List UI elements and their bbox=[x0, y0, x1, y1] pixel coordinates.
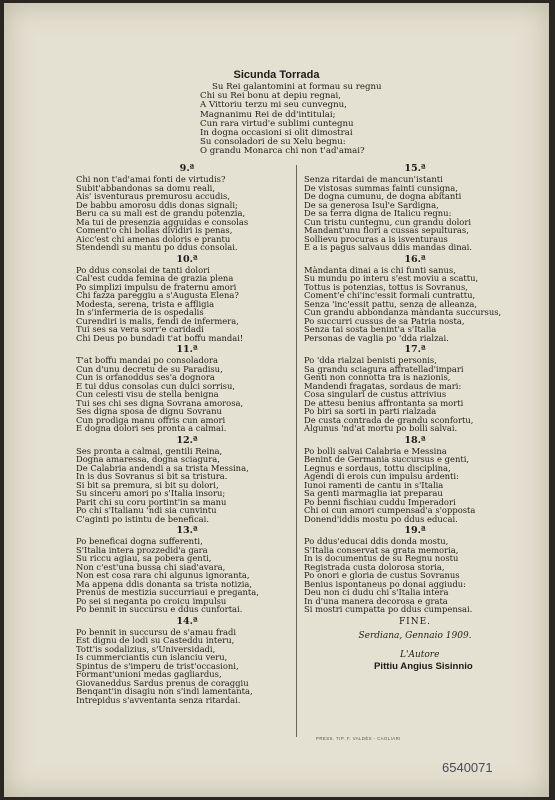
verse-line: Su riccu agiau, sa pobera genti, bbox=[76, 553, 212, 563]
verse-line: Po ddus consolai de tanti dolori bbox=[76, 264, 210, 275]
verse-line: Prenus de mestizia succurriaui e preganta, bbox=[76, 587, 259, 597]
verse-line: Benqant'in disagiu non s'indi lamentanta, bbox=[76, 686, 253, 696]
verse-line: Chi Deus po bundadi t'at boffu mandai! bbox=[76, 332, 244, 343]
verse-line: Po bennit in succursu e ddus cunfortai. bbox=[76, 604, 243, 614]
verse-line: Mandendi fragatas, sordaus de mari: bbox=[304, 380, 462, 391]
verse-line: Benius ispontaneus po donai aggiudu: bbox=[304, 578, 466, 589]
verse-line: Po bennit in succursu de s'amau fradi bbox=[76, 626, 237, 637]
verse-line: In is dus Sovranus si bit sa tristura. bbox=[76, 471, 228, 481]
verse-line: Subit'abbandonas sa domu reali, bbox=[76, 182, 216, 193]
verse-line: Aicc'est chi amenas doloris e prantu bbox=[76, 233, 231, 244]
verse-line: Donend'iddis mostu po ddus educai. bbox=[304, 513, 458, 524]
verse-line: Cun grandu abbondanza màndanta succursus, bbox=[304, 307, 502, 317]
verse-line: Chi non t'ad'amai fonti de virtudis? bbox=[76, 174, 226, 184]
fine-label: FINE. bbox=[398, 616, 432, 627]
verse-line: Cun celesti visu de stella benigna bbox=[76, 389, 219, 399]
stanza bbox=[76, 163, 298, 252]
verse-line: Cun is orfanoddus ses'a dognora bbox=[76, 372, 215, 382]
left-column bbox=[76, 163, 298, 706]
verse-line: Coment'o chi bollas dividiri is penas, bbox=[76, 225, 233, 235]
verse-line: Cun tristu cuntegnu, cun grandu dolori bbox=[304, 216, 472, 227]
verse-line: Registrada custa dolorosa storia, bbox=[304, 561, 445, 572]
stanza-number: 12.ª bbox=[176, 434, 198, 446]
verse-line: Cosa singulari de custus attrivius bbox=[304, 389, 447, 399]
verse-line: Coment'e chi'inc'essit formali cuntrattu, bbox=[304, 290, 476, 300]
verse-line: Benint de Germania succursus e genti, bbox=[304, 454, 470, 464]
verse-line: Chi oi cun amori cumpensad'a s'opposta bbox=[304, 505, 476, 515]
stanza-number: 14.ª bbox=[176, 615, 198, 627]
verse-line: Cun rara virtud'e sublimi cuntegnu bbox=[200, 118, 354, 129]
verse-line: Ma appena ddis donanta sa trista notizia, bbox=[76, 578, 253, 589]
stanza-number: 13.ª bbox=[176, 525, 198, 536]
verse-line: Algunus 'nd'at mortu po bolli salvai. bbox=[304, 423, 458, 433]
verse-line: T'at boffu mandai po consoladora bbox=[76, 355, 218, 365]
verse-line: Po ddus'educai ddis donda mostu, bbox=[304, 536, 449, 546]
verse-line: Beru ca su mali est de grandu potenzia, bbox=[76, 208, 246, 218]
right-column bbox=[304, 163, 526, 672]
verse-line: Cun d'unu decretu de su Paradisu, bbox=[76, 363, 223, 374]
verse-line: Po bolli salvai Calabria e Messina bbox=[304, 445, 447, 456]
verse-line: Senza 'inc'essit pattu, senza de alleanza, bbox=[304, 298, 478, 309]
verse-line: Est dignu de lodi su Casteddu interu, bbox=[76, 635, 235, 645]
stanza bbox=[76, 435, 298, 524]
verse-line: Tott'is sodalizius, s'Universidadi, bbox=[76, 643, 216, 654]
verse-line: Chi fazza pareggiu a s'Augusta Elena? bbox=[76, 290, 239, 300]
stanza-number: 19.ª bbox=[404, 525, 426, 536]
verse-line: E tui ddus consolas cun dulci sorrisu, bbox=[76, 380, 236, 391]
verse-line: Su mundu po interu s'est moviu a scattu, bbox=[304, 273, 479, 283]
verse-line: A Vittoriu terzu mi seu cunvegnu, bbox=[200, 100, 347, 111]
verse-line: Ma tui de presenzia agguidas e consolas bbox=[76, 216, 249, 227]
verse-line: S'Italia conservat sa grata memoria, bbox=[304, 544, 459, 555]
verse-line: Giovaneddus Sardus prenus de coraggiu bbox=[76, 677, 249, 688]
stanza-number: 11.ª bbox=[176, 344, 198, 355]
stanza bbox=[76, 254, 298, 343]
verse-line: Po chi s'Italianu 'ndi sia cunvintu bbox=[76, 505, 217, 515]
stanza-number: 15.ª bbox=[404, 163, 426, 174]
verse-line: Personas de vaglia po 'dda rialzai. bbox=[304, 332, 449, 343]
verse-line: S'Italia intera prozzedid'a gara bbox=[76, 544, 208, 555]
verse-line: E a is pagus salvaus ddis mandas dinai. bbox=[304, 242, 472, 252]
verse-line: Spintus de s'imperu de trist'occasioni, bbox=[76, 660, 239, 671]
verse-line: Legnus e sordaus, tottu disciplina, bbox=[304, 462, 451, 473]
verse-line: Sa grandu sciagura affratellad'impari bbox=[304, 363, 464, 374]
verse-line: Si mostri cumpatta po ddus cumpensai. bbox=[304, 604, 473, 614]
intro-stanza bbox=[200, 83, 420, 157]
verse-line: De attesu benius affrontanta sa morti bbox=[304, 397, 464, 408]
verse-line: Dogna amaressa, dogna sciagura, bbox=[76, 454, 220, 464]
verse-line: Intrepidus s'avventanta senza ritardai. bbox=[76, 694, 241, 705]
verse-line: In is documentus de su Regnu nostu bbox=[304, 553, 459, 563]
verse-line: Po onori e gloria de custus Sovranus bbox=[304, 570, 460, 580]
printer-imprint: PRESS. TIP. F. VALDÈS - CAGLIARI bbox=[316, 736, 401, 741]
verse-line: O grandu Monarca chi non t'ad'amai? bbox=[200, 146, 365, 157]
verse-line: Genti non connotta tra is nazionis, bbox=[304, 372, 451, 382]
poem-title: Sicunda Torrada bbox=[233, 69, 320, 81]
stanza-number: 9.ª bbox=[179, 163, 195, 174]
verse-line: Senza ritardai de mancun'istanti bbox=[304, 174, 443, 184]
verse-line: Is cummerciantis cun islanciu veru, bbox=[76, 652, 228, 662]
verse-line: Tui ses chi ses digna Sovrana amorosa, bbox=[76, 397, 244, 408]
verse-line: De babbu amorosu ddis donas signali; bbox=[76, 199, 238, 210]
verse-line: Agendi di erois cun impulsu ardenti: bbox=[304, 471, 459, 481]
verse-line: In s'infermeria de is ospedalis bbox=[76, 307, 204, 317]
verse-line: De vistosas summas fainti cunsigna, bbox=[304, 182, 458, 193]
stanza bbox=[304, 163, 526, 252]
verse-line: Po beneficai dogna sufferenti, bbox=[76, 536, 203, 546]
verse-line: In d'una manera decorosa e grata bbox=[304, 595, 448, 606]
verse-line: Formant'unioni medas gagliardus, bbox=[76, 669, 222, 679]
stanza-number: 16.ª bbox=[404, 253, 426, 265]
author-label: L'Autore bbox=[400, 649, 440, 660]
verse-line: Po succurri cussus de sa Patria nosta, bbox=[304, 315, 465, 326]
stanza-number: 17.ª bbox=[404, 344, 426, 355]
verse-line: Stendendi su mantu po ddus consolai. bbox=[76, 242, 238, 252]
verse-line: Su consoladori de su Xelu begnu: bbox=[200, 137, 346, 148]
verse-line: In dogna occasioni si olit dimostrai bbox=[200, 128, 353, 139]
verse-line: De Calabria andendi a sa trista Messina, bbox=[76, 462, 249, 473]
verse-line: Sa genti marmaglia iat preparau bbox=[304, 488, 443, 498]
verse-line: C'aginti po istintu de beneficai. bbox=[76, 513, 210, 524]
verse-line: Tui ses sa vera sorr'e caridadi bbox=[76, 324, 204, 334]
verse-line: Mandant'unu flori a cussas sepulturas, bbox=[304, 225, 469, 235]
stanza bbox=[304, 435, 526, 524]
verse-line: Màndanta dinai a is chi funti sanus, bbox=[304, 264, 456, 275]
verse-line: Senza tai sosta benint'a s'Italia bbox=[304, 324, 437, 334]
stanza-number: 18.ª bbox=[404, 434, 426, 446]
stanza bbox=[76, 344, 298, 433]
stanza bbox=[76, 525, 298, 614]
verse-line: Po 'dda rialzai benisti personis, bbox=[304, 355, 437, 365]
stanza-number: 10.ª bbox=[176, 253, 198, 265]
stanza bbox=[304, 344, 526, 433]
verse-line: Su sinceru amori po s'Italia insoru; bbox=[76, 488, 226, 498]
verse-line: Po benni fischiau cuddu Imperadori bbox=[304, 496, 456, 507]
stanza bbox=[76, 616, 298, 705]
verse-line: Ses digna sposa de dignu Sovranu bbox=[76, 406, 222, 416]
verse-line: Chi su Rei bonu at depiu regnai, bbox=[200, 91, 342, 102]
verse-line: Non c'est'una bussa chi siad'avara, bbox=[76, 561, 226, 572]
author-name: Pittiu Angius Sisinnio bbox=[374, 661, 473, 672]
verse-line: De dogna cumunu, de dogna abitanti bbox=[304, 191, 462, 201]
verse-line: Po simplizi impulsu de fraternu amori bbox=[76, 281, 237, 292]
verse-line: Sollievu procuras a is isventuraus bbox=[304, 233, 448, 244]
verse-line: Cun prodiga manu offris cun amori bbox=[76, 414, 226, 425]
verse-line: Ses pronta a calmai, gentili Reina, bbox=[76, 445, 223, 456]
verse-line: Parit chi su coru portint'in sa manu bbox=[76, 496, 227, 507]
verse-line: Cal'est cudda femina de grazia plena bbox=[76, 273, 234, 283]
verse-line: Modesta, serena, trista e affligia bbox=[76, 298, 215, 309]
verse-line: De sa terra digna de Italicu regnu: bbox=[304, 208, 452, 218]
verse-line: Ais' isventuraus premurosu accudis, bbox=[76, 191, 230, 201]
verse-line: De sa generosa Isul'e Sardigna, bbox=[304, 199, 439, 210]
stanza bbox=[304, 525, 526, 614]
verse-line: Magnanimu Rei de dd'intitulai; bbox=[200, 109, 336, 120]
stanza bbox=[304, 254, 526, 343]
inventory-number: 6540071 bbox=[442, 760, 493, 775]
verse-line: Po sei si neganta po croicu impulsu bbox=[76, 595, 227, 606]
verse-line: Po biri sa sorti in parti rialzada bbox=[304, 406, 437, 416]
verse-line: Non est cosa rara chi algunus ignoranta, bbox=[76, 570, 250, 580]
printed-sheet bbox=[4, 3, 549, 797]
verse-line: Tottus is potenzias, tottus is Sovranus, bbox=[304, 281, 468, 292]
verse-line: Curendiri is malis, fendi de infermera, bbox=[76, 315, 239, 326]
verse-line: Iunoi ramenti de cantu in s'Italia bbox=[304, 479, 444, 490]
verse-line: Deu non ci dudu chi s'Italia intera bbox=[304, 587, 449, 597]
place-date: Serdiana, Gennaio 1909. bbox=[358, 631, 472, 641]
verse-line: E dogna dolori ses pronta a calmai. bbox=[76, 423, 227, 433]
column-divider bbox=[296, 165, 297, 737]
verse-line: De custa contrada de grandu sconfortu, bbox=[304, 414, 474, 425]
verse-line: Su Rei galantomini at formau su regnu bbox=[212, 82, 382, 92]
verse-line: Si bit sa premura, si bit su dolori, bbox=[76, 479, 219, 490]
